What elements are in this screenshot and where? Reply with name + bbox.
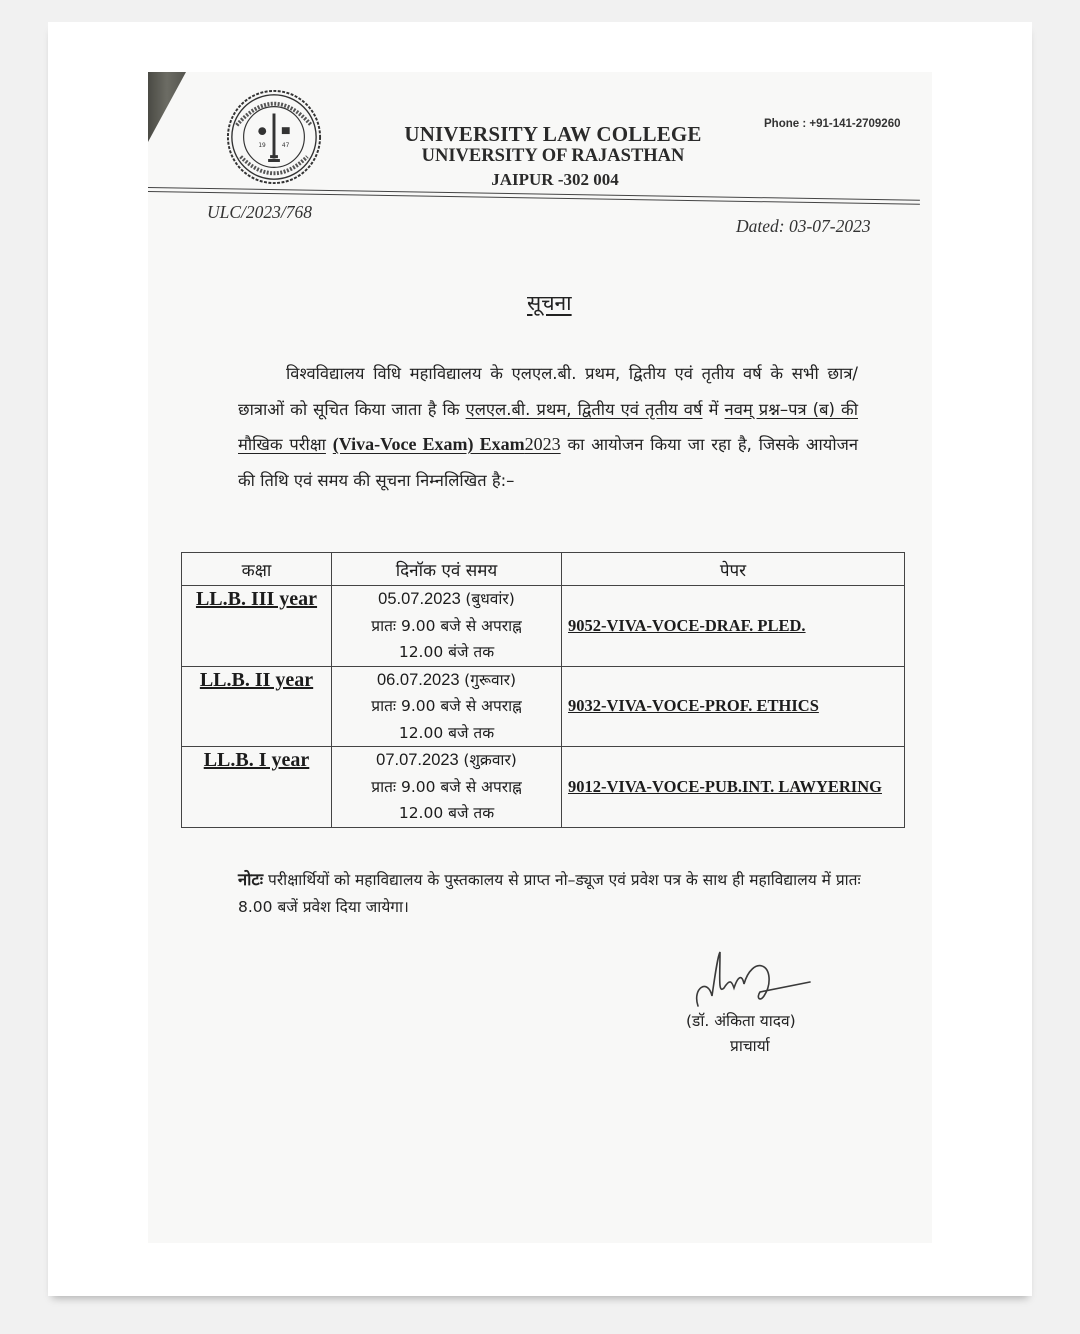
university-name: UNIVERSITY OF RAJASTHAN [421, 146, 685, 166]
signatory-name: (डॉ. अंकिता यादव) [686, 1012, 796, 1030]
svg-text:47: 47 [281, 142, 290, 149]
header-paper: पेपर [562, 553, 905, 586]
exam-date: 06.07.2023 [376, 670, 460, 689]
paper-cell: 9052-VIVA-VOCE-DRAF. PLED. [562, 586, 905, 667]
note-block [238, 866, 868, 921]
header-class: कक्षा [182, 553, 332, 586]
note-text: परीक्षार्थियों को महाविद्यालय के पुस्तकालय से प्राप्त नो–ड्यूज एवं प्रवेश पत्र के साथ ही महाविद्यालय में प्रातः 8.00 बजें प्रवेश दिया जायेगा। [238, 871, 861, 916]
phone-number: Phone : +91-141-2709260 [764, 118, 901, 130]
body-underlined-year: 2023 [524, 434, 561, 454]
exam-time-end: 12.00 बंजे तक [398, 643, 495, 661]
signatory-designation: प्राचार्या [730, 1037, 770, 1055]
class-cell: LL.B. III year [182, 586, 332, 667]
reference-number: ULC/2023/768 [207, 202, 313, 222]
notice-body [238, 356, 858, 498]
note-label: नोटः [238, 870, 264, 889]
table-header-row [182, 553, 905, 586]
body-text-3: का आयोजन किया जा रहा है, जिसके आयोजन की तिथि एवं समय की सूचना निम्नलिखित है:– [238, 435, 859, 490]
university-seal-logo [225, 88, 323, 186]
table-row [182, 666, 905, 747]
header-date-time: दिनॉक एवं समय [332, 553, 562, 586]
exam-day: (बुधवांर) [465, 590, 515, 608]
date-time-cell [332, 666, 562, 747]
exam-date: 07.07.2023 [376, 751, 459, 769]
body-underlined-classes: एलएल.बी. प्रथम, द्वितीय एवं तृतीय वर्ष [465, 399, 703, 419]
svg-text:19: 19 [258, 142, 266, 149]
date-time-cell [332, 586, 562, 667]
exam-time-start: प्रातः 9.00 बजे से अपराह्न [371, 616, 522, 635]
notice-title: सूचना [527, 291, 572, 315]
table-row [182, 747, 905, 828]
college-name: UNIVERSITY LAW COLLEGE [404, 122, 702, 146]
paper-cell: 9032-VIVA-VOCE-PROF. ETHICS [562, 666, 905, 747]
exam-day: (गुरूवार) [464, 670, 517, 689]
exam-time-start: प्रातः 9.00 बजे से अपराह्न [371, 777, 522, 796]
body-underlined-exam: नवम् प्रश्न–पत्र (ब) की मौखिक परीक्षा [238, 399, 858, 454]
table-row [182, 586, 905, 667]
body-text-1: विश्वविद्यालय विधि महाविद्यालय के एलएल.बी. प्रथम, द्वितीय एवं तृतीय वर्ष के सभी छात्र/छात्राओं को सूचित किया जाता है कि [238, 364, 858, 419]
exam-time-end: 12.00 बजे तक [398, 723, 495, 742]
exam-date: 05.07.2023 [378, 590, 461, 608]
class-cell: LL.B. I year [182, 747, 332, 828]
college-address: JAIPUR -302 004 [491, 170, 619, 189]
class-cell: LL.B. II year [182, 666, 332, 747]
handwritten-signature [690, 948, 820, 1010]
exam-time-start: प्रातः 9.00 बजे से अपराह्न [371, 697, 522, 715]
body-text-2: में [708, 399, 719, 419]
exam-day: (शुक्रवार) [463, 751, 517, 769]
exam-time-end: 12.00 बजे तक [398, 804, 495, 822]
notice-date: Dated: 03-07-2023 [736, 216, 871, 236]
paper-cell: 9012-VIVA-VOCE-PUB.INT. LAWYERING [562, 747, 905, 828]
exam-schedule-table [181, 552, 905, 828]
body-underlined-viva: (Viva-Voce Exam) Exam [332, 434, 525, 454]
date-time-cell [332, 747, 562, 828]
